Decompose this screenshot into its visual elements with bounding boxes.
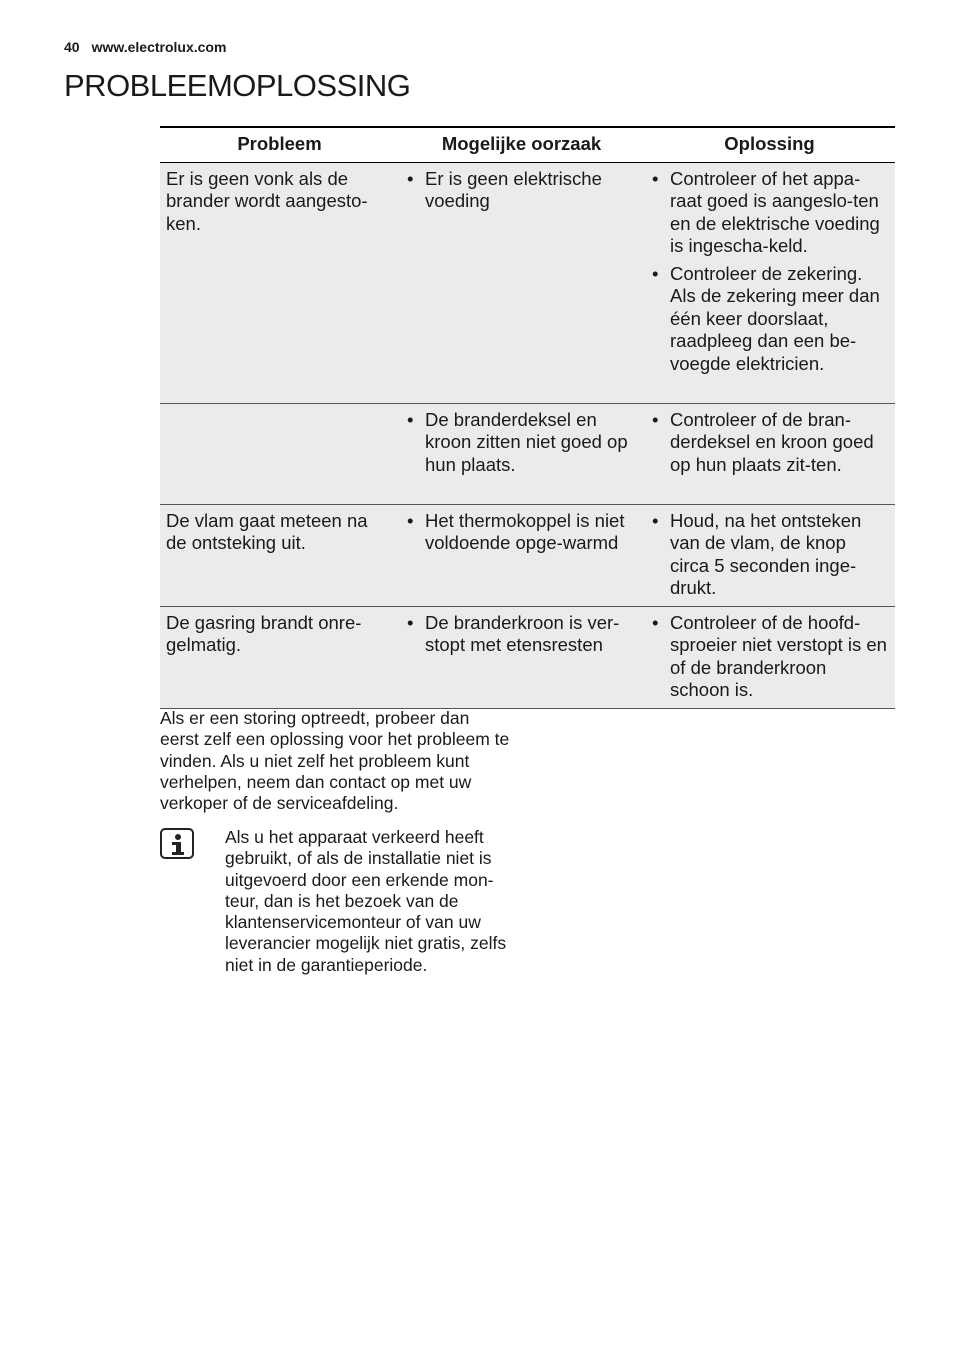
cell-oorzaak (399, 606, 644, 708)
list-item: • Controleer of de hoofd-sproeier niet verstopt is en of de branderkroon schoon is. (650, 612, 889, 702)
list-item: • De branderdeksel en kroon zitten niet goed op hun plaats. (405, 409, 638, 477)
list-item: • Het thermokoppel is niet voldoende opge-warmd (405, 510, 638, 555)
page-number: 40 (64, 39, 80, 55)
cell-oorzaak (399, 504, 644, 606)
cell-probleem: De gasring brandt onre-gelmatig. (160, 606, 399, 708)
intro-paragraph: Als er een storing optreedt, probeer dan eerst zelf een oplossing voor het probleem te vinden. Als u niet zelf het probleem kunt verhelpen, neem dan contact op met uw verkoper of de serviceafdeling. (160, 708, 510, 814)
website-link[interactable]: www.electrolux.com (91, 39, 227, 55)
cell-oplossing (644, 162, 895, 403)
list-item: • Er is geen elektrische voeding (405, 168, 638, 213)
cell-probleem: Er is geen vonk als de brander wordt aangesto-ken. (160, 162, 399, 403)
table-row (160, 403, 895, 504)
troubleshooting-table (160, 126, 895, 709)
info-note: Als u het apparaat verkeerd heeft gebruikt, of als de installatie niet is uitgevoerd door een erkende mon-teur, dan is het bezoek van de klantenservicemonteur of van uw leverancier mogelijk niet gratis, zelfs niet in de garantieperiode. (225, 827, 507, 975)
list-item: • Houd, na het ontsteken van de vlam, de knop circa 5 seconden inge-drukt. (650, 510, 889, 600)
list-item: • De branderkroon is ver-stopt met etensresten (405, 612, 638, 657)
info-icon (160, 828, 194, 859)
cell-oplossing (644, 504, 895, 606)
cell-oorzaak (399, 162, 644, 403)
list-item: • Controleer of de bran-derdeksel en kroon goed op hun plaats zit-ten. (650, 409, 889, 477)
table-header-row (160, 127, 895, 162)
cell-oorzaak (399, 403, 644, 504)
cell-oplossing (644, 606, 895, 708)
cell-probleem (160, 403, 399, 504)
table-row (160, 162, 895, 403)
cell-probleem: De vlam gaat meteen na de ontsteking uit. (160, 504, 399, 606)
cell-oplossing (644, 403, 895, 504)
column-header-oplossing: Oplossing (644, 127, 895, 162)
list-item: • Controleer of het appa-raat goed is aangeslo-ten en de elektrische voeding is ingescha-keld. (650, 168, 889, 258)
column-header-oorzaak: Mogelijke oorzaak (399, 127, 644, 162)
page-title: PROBLEEMOPLOSSING (64, 68, 411, 103)
page-header (64, 39, 226, 55)
list-item: • Controleer de zekering. Als de zekering meer dan één keer doorslaat, raadpleeg dan een be-voegde elektricien. (650, 263, 889, 376)
table-row (160, 606, 895, 708)
table-row (160, 504, 895, 606)
column-header-probleem: Probleem (160, 127, 399, 162)
